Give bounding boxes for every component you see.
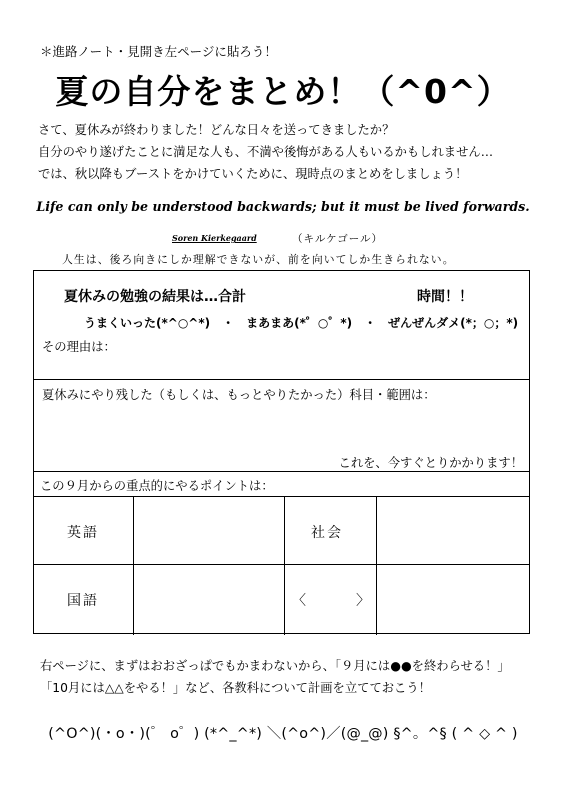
study-hours-label: 時間！！ — [417, 289, 473, 305]
page-title: 夏の自分をまとめ！（^0^） — [55, 72, 511, 111]
reason-label: その理由は： — [42, 340, 116, 354]
divider-2 — [34, 471, 529, 472]
grid-middle-line — [34, 564, 529, 565]
unfinished-question: 夏休みにやり残した（もしくは、もっとやりたかった）科目・範囲は： — [42, 388, 436, 402]
emoticon-row: (^O^)(・o・)(゜ o゜) (*^_^*) ＼(^o^)／(@_@) §^。^§ ( ^ ◇ ^ ) — [48, 726, 518, 742]
focus-points-question: この９月からの重点的にやるポイントは： — [40, 479, 274, 493]
quote-translation: 人生は、後ろ向きにしか理解できないが、前を向いてしか生きられない。 — [62, 253, 455, 266]
divider-1 — [34, 379, 529, 380]
action-statement: これを、今すぐとりかかります！ — [338, 456, 523, 470]
quote-text: Life can only be understood backwards; but it must be lived forwards. — [36, 199, 530, 214]
intro-line-1: さて、夏休みが終わりました！どんな日々を送ってきましたか？ — [38, 123, 395, 137]
self-rating-options: うまくいった(*^○^*) ・ まあまあ(*゜○゜*) ・ ぜんぜんダメ(*；○；*) — [84, 316, 519, 330]
grid-col-line-3 — [376, 496, 377, 635]
header-note: ＊進路ノート・見開き左ページに貼ろう！ — [40, 44, 277, 59]
subject-english: 英語 — [67, 525, 99, 541]
reflection-box — [33, 270, 530, 634]
footer-line-2: 「10月には△△をやる！」など、各教科について計画を立てておこう！ — [40, 681, 431, 695]
grid-col-line-2 — [284, 496, 285, 635]
intro-line-3: では、秋以降もブーストをかけていくために、現時点のまとめをしましょう！ — [38, 167, 468, 181]
subject-blank-bracket: 〈 〉 — [292, 593, 372, 609]
intro-line-2: 自分のやり遂げたことに満足な人も、不満や後悔がある人もいるかもしれません… — [38, 145, 493, 159]
study-result-label: 夏休みの勉強の結果は…合計 — [64, 289, 246, 305]
grid-top-line — [34, 496, 529, 497]
quote-author-kana: （キルケゴール） — [292, 233, 384, 245]
grid-col-line-1 — [133, 496, 134, 635]
quote-author: Soren Kierkegaard — [172, 233, 257, 243]
subject-social-studies: 社会 — [311, 525, 343, 541]
footer-line-1: 右ページに、まずはおおざっぱでもかまわないから、「９月には●●を終わらせる！」 — [40, 659, 510, 673]
subject-japanese: 国語 — [67, 593, 99, 609]
